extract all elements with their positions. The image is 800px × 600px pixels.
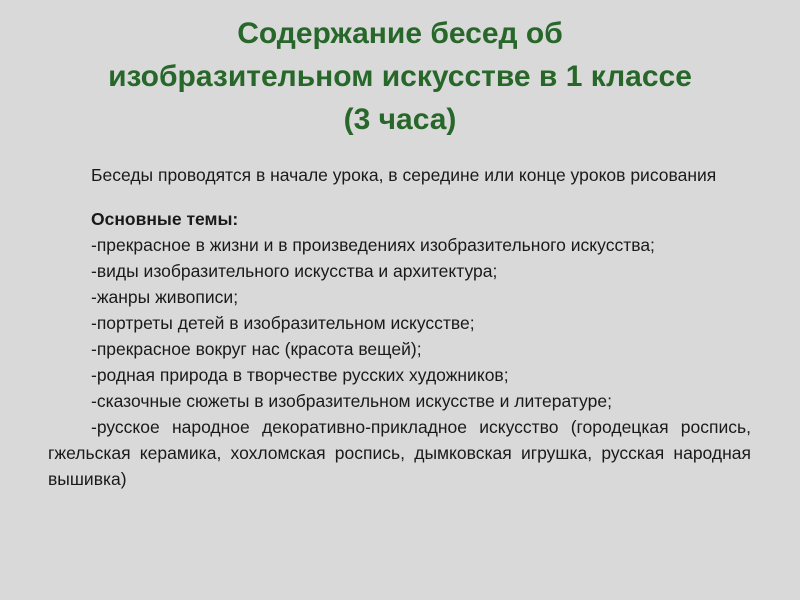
intro-paragraph: Беседы проводятся в начале урока, в середине или конце уроков рисования bbox=[91, 165, 717, 185]
topic-item: -прекрасное вокруг нас (красота вещей); bbox=[91, 339, 422, 359]
title-line-2: изобразительном искусстве в 1 классе bbox=[108, 60, 692, 93]
slide-body bbox=[48, 162, 751, 492]
topic-item: -портреты детей в изобразительном искусстве; bbox=[91, 313, 475, 333]
title-line-3: (3 часа) bbox=[343, 103, 457, 136]
topic-item: -русское народное декоративно-прикладное искусство (городецкая роспись, гжельская керамика, хохломская роспись, дымковская игрушка, русская народная вышивка) bbox=[48, 417, 751, 489]
topic-item: -жанры живописи; bbox=[91, 287, 239, 307]
title-line-1: Содержание бесед об bbox=[237, 17, 563, 50]
topics-list bbox=[48, 232, 751, 492]
topics-heading: Основные темы: bbox=[91, 209, 239, 229]
topic-item: -родная природа в творчестве русских художников; bbox=[91, 365, 509, 385]
slide-title bbox=[40, 12, 760, 141]
topic-item: -прекрасное в жизни и в произведениях изобразительного искусства; bbox=[91, 235, 655, 255]
topic-item: -виды изобразительного искусства и архитектура; bbox=[91, 261, 498, 281]
topic-item: -сказочные сюжеты в изобразительном искусстве и литературе; bbox=[91, 391, 612, 411]
